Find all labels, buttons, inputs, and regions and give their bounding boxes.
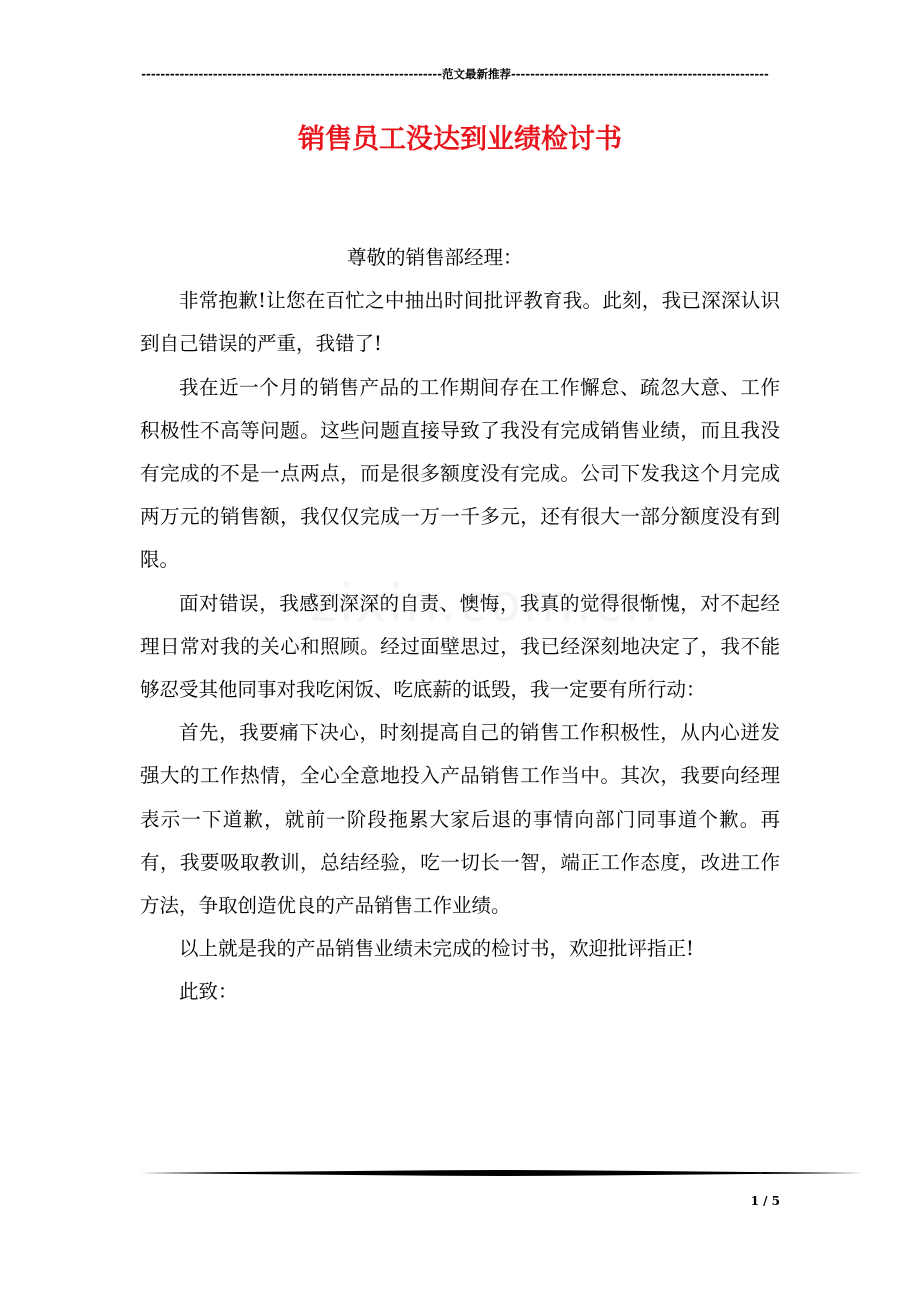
paragraph-closing: 此致： [179, 980, 238, 1004]
paragraph-problems: 我在近一个月的销售产品的工作期间存在工作懈怠、疏忽大意、工作积极性不高等问题。这些问题直接导致了我没有完成销售业绩，而且我没有完成的不是一点两点，而是很多额度没有完成。公司下发我这个月完成两万元的销售额，我仅仅完成一万一千多元，还有很大一部分额度没有到限。 [140, 375, 780, 572]
page-number: 1 / 5 [750, 1194, 780, 1208]
paragraph-apology: 非常抱歉!让您在百忙之中抽出时间批评教育我。此刻，我已深深认识到自己错误的严重，我错了! [140, 289, 780, 356]
document-body [140, 236, 780, 1014]
paragraph-reflection: 面对错误，我感到深深的自责、懊悔，我真的觉得很惭愧，对不起经理日常对我的关心和照顾。经过面壁思过，我已经深刻地决定了，我不能够忍受其他同事对我吃闲饭、吃底薪的诋毁，我一定要有所行动： [140, 591, 780, 702]
header-banner: ---------------------------------------------------------------范文最新推荐------------------------------------------------------ [141, 67, 769, 81]
paragraph-conclusion: 以上就是我的产品销售业绩未完成的检讨书，欢迎批评指正! [179, 937, 694, 961]
paragraph-actions: 首先，我要痛下决心，时刻提高自己的销售工作积极性，从内心迸发强大的工作热情，全心全意地投入产品销售工作当中。其次，我要向经理表示一下道歉，就前一阶段拖累大家后退的事情向部门同事道个歉。再有，我要吸取教训，总结经验，吃一切长一智，端正工作态度，改进工作方法，争取创造优良的产品销售工作业绩。 [140, 721, 780, 918]
document-title: 销售员工没达到业绩检讨书 [298, 124, 622, 155]
salutation: 尊敬的销售部经理： [347, 246, 523, 269]
footer-divider [140, 1168, 864, 1178]
